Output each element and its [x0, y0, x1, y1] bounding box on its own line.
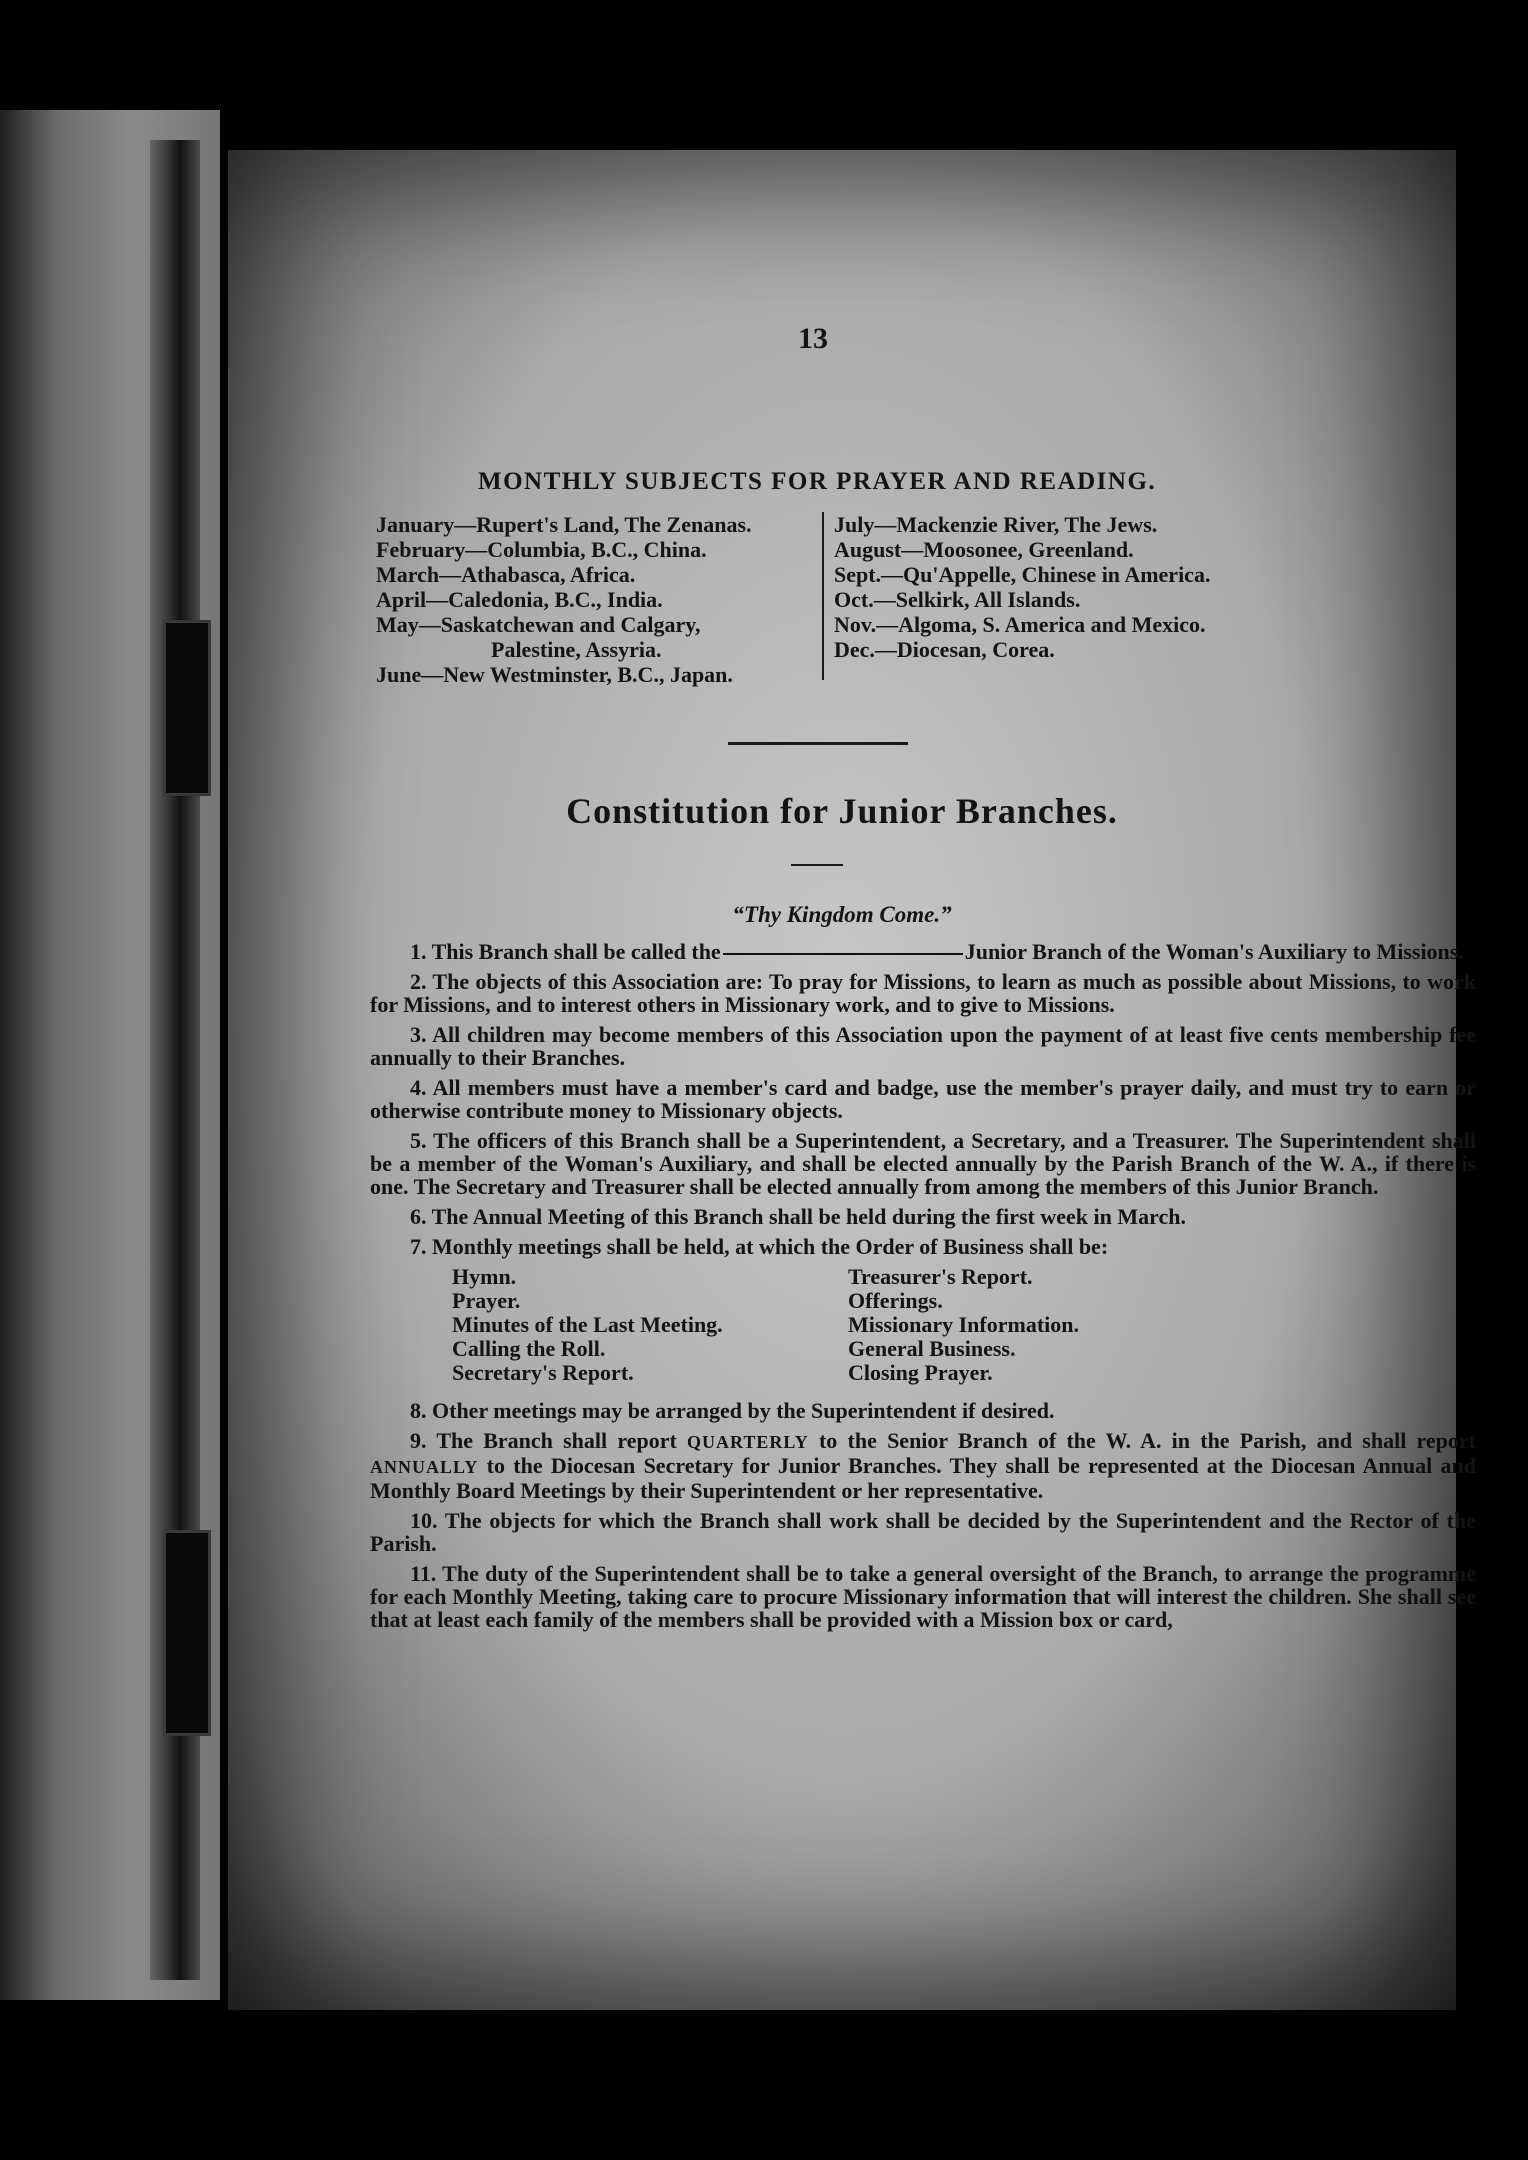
article-3: 3. All children may become members of this Association upon the payment of at least five cents membership fee annually to their Branches.: [370, 1022, 1476, 1070]
month-entry: Oct.—Selkirk, All Islands.: [834, 587, 1081, 612]
month-entry: August—Moosonee, Greenland.: [834, 537, 1134, 562]
order-right-column: [848, 1265, 1079, 1385]
month-entry: Palestine, Assyria.: [491, 637, 662, 662]
order-item: Offerings.: [848, 1288, 943, 1313]
title-underline: [791, 864, 843, 866]
article-4: 4. All members must have a member's card and badge, use the member's prayer daily, and must try to earn or otherwise contribute money to Missionary objects.: [370, 1075, 1476, 1123]
annually-term: ANNUALLY: [370, 1457, 479, 1477]
article-6: 6. The Annual Meeting of this Branch shall be held during the first week in March.: [410, 1204, 1186, 1229]
order-item: Minutes of the Last Meeting.: [452, 1312, 723, 1337]
month-entry: April—Caledonia, B.C., India.: [376, 587, 663, 612]
month-entry: January—Rupert's Land, The Zenanas.: [376, 512, 752, 537]
monthly-subjects-heading: MONTHLY SUBJECTS FOR PRAYER AND READING.: [478, 468, 1157, 495]
month-entry: July—Mackenzie River, The Jews.: [834, 512, 1158, 537]
month-entry: Sept.—Qu'Appelle, Chinese in America.: [834, 562, 1211, 587]
order-item: Missionary Information.: [848, 1312, 1079, 1337]
month-entry: June—New Westminster, B.C., Japan.: [376, 662, 733, 687]
article-2: 2. The objects of this Association are: To pray for Missions, to learn as much as possible about Missions, to work for Missions, and to interest others in Missionary work, and to give to Missions.: [370, 969, 1476, 1017]
month-entry: Nov.—Algoma, S. America and Mexico.: [834, 612, 1206, 637]
article-7: 7. Monthly meetings shall be held, at which the Order of Business shall be:: [410, 1234, 1109, 1259]
article-10: 10. The objects for which the Branch shall work shall be decided by the Superintendent and the Rector of the Parish.: [370, 1508, 1476, 1556]
article-9-part: to the Senior Branch of the W. A. in the Parish, and shall report: [818, 1428, 1477, 1453]
section-divider: [728, 742, 908, 745]
document-page: [228, 150, 1477, 2010]
order-item: Calling the Roll.: [452, 1336, 606, 1361]
article-9-part: to the Diocesan Secretary for Junior Branches. They shall be represented at the Diocesan Annual and Monthly Board Meetings by their Superintendent or her representative.: [370, 1453, 1476, 1503]
order-item: General Business.: [848, 1336, 1016, 1361]
article-1: [370, 940, 1476, 963]
month-entry: March—Athabasca, Africa.: [376, 562, 636, 587]
order-item: Hymn.: [452, 1264, 517, 1289]
binding-clip-top: [163, 620, 211, 796]
constitution-text: [370, 940, 1476, 1638]
month-entry: Dec.—Diocesan, Corea.: [834, 637, 1055, 662]
article-5: 5. The officers of this Branch shall be a Superintendent, a Secretary, and a Treasurer. The Superintendent shall be a member of the Woman's Auxiliary, and shall be elected annually by the Parish Branch of the W. A., if there is one. The Secretary and Treasurer shall be elected annually from among the members of this Junior Branch.: [370, 1128, 1476, 1199]
order-of-business: [370, 1265, 1476, 1393]
order-item: Prayer.: [452, 1288, 521, 1313]
article-1-start: 1. This Branch shall be called the: [410, 939, 721, 964]
month-entry: May—Saskatchewan and Calgary,: [376, 612, 701, 637]
order-item: Secretary's Report.: [452, 1360, 634, 1385]
month-entry: February—Columbia, B.C., China.: [376, 537, 707, 562]
name-blank-line: [723, 953, 963, 955]
page-number: 13: [798, 322, 828, 355]
order-item: Closing Prayer.: [848, 1360, 993, 1385]
article-9: [370, 1429, 1476, 1502]
article-1-end: Junior Branch of the Woman's Auxiliary to Missions.: [964, 939, 1464, 964]
article-11: 11. The duty of the Superintendent shall be to take a general oversight of the Branch, to arrange the programme for each Monthly Meeting, taking care to procure Missionary information that will interest the children. She shall see that at least each family of the members shall be provided with a Mission box or card,: [370, 1561, 1476, 1632]
binding-clip-bottom: [163, 1530, 211, 1736]
months-right-column: [822, 512, 1274, 680]
months-left-column: [376, 512, 816, 687]
quarterly-term: QUARTERLY: [687, 1432, 809, 1452]
page-title: Constitution for Junior Branches.: [566, 791, 1118, 831]
order-left-column: [452, 1265, 723, 1385]
article-8: 8. Other meetings may be arranged by the Superintendent if desired.: [410, 1398, 1055, 1423]
article-9-part: 9. The Branch shall report: [410, 1428, 677, 1453]
order-item: Treasurer's Report.: [848, 1264, 1033, 1289]
motto: “Thy Kingdom Come.”: [732, 902, 952, 927]
